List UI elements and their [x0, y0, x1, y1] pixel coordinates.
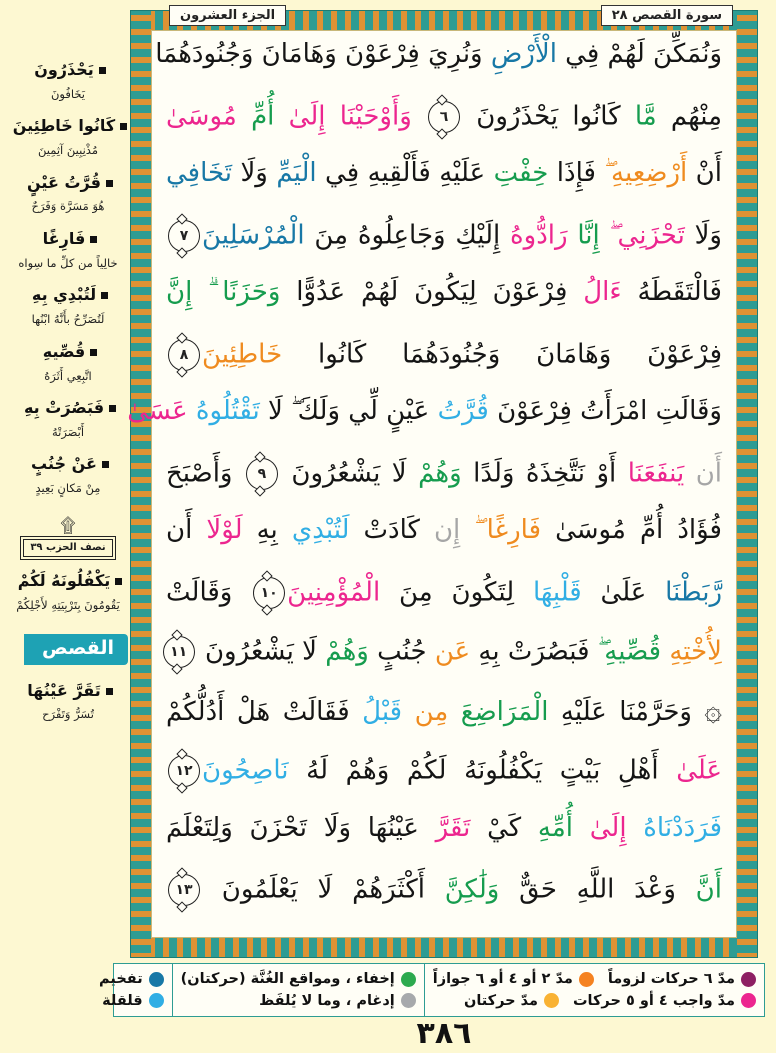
- quran-text-segment: وَلَا: [684, 220, 722, 250]
- frame-ornament-bottom: [131, 938, 757, 957]
- quran-text-segment: رَادُّوهُ: [510, 220, 578, 250]
- quran-text-segment: عَيْنٍ لِّي وَلَكَ ۖ لَا: [259, 396, 438, 426]
- glossary-word: فَبَصُرَتْ بِهِ: [8, 396, 128, 421]
- quran-text-segment: فَالْتَقَطَهُ: [621, 277, 722, 307]
- quran-text-segment: أَكْثَرَهُمْ لَا يَعْلَمُونَ: [202, 874, 445, 905]
- quran-text-segment: أَهْلِ بَيْتٍ يَكْفُلُونَهُ لَكُمْ وَهُمْ لَهُ: [288, 755, 677, 786]
- glossary-meaning: يَقُومُونَ بِتَرْبِيَتِهِ لأَجْلِكُمْ: [16, 598, 120, 613]
- quran-text-segment: وَنُرِيَ فِرْعَوْنَ وَهَامَانَ وَجُنُودَهُمَا: [155, 39, 491, 69]
- quran-line: [166, 812, 722, 872]
- quran-text-segment: عَن: [434, 636, 471, 667]
- legend-column: [91, 964, 172, 1016]
- quran-text-segment: أَن: [695, 458, 723, 488]
- quran-text-segment: وَقَالَتْ: [166, 577, 252, 607]
- quran-line: [166, 874, 722, 931]
- legend-column: [172, 964, 424, 1016]
- legend-item: [181, 971, 416, 987]
- quran-line: [166, 692, 722, 753]
- glossary-group-top: [8, 58, 128, 509]
- quran-text-segment: عَلَيْهِ فَأَلْقِيهِ فِي: [316, 158, 494, 188]
- quran-text-segment: عَلَىٰ: [676, 755, 722, 786]
- quran-text-segment: نَاصِحُونَ: [202, 755, 289, 786]
- quran-text-segment: الْمَرَاضِعَ: [460, 696, 549, 727]
- surah-cartouche: سورة القصص ٢٨: [601, 5, 733, 26]
- legend-color-dot-icon: [741, 993, 756, 1008]
- glossary-word: كَانُوا خَاطِئِينَ: [8, 114, 128, 139]
- quran-text-segment: أُمِّهِ: [537, 812, 590, 843]
- glossary-group-bottom: [8, 679, 128, 735]
- quran-line: [127, 396, 722, 455]
- glossary-meaning: يَخَافُونَ: [50, 86, 85, 101]
- quran-text-segment: تَخَافِي: [166, 158, 233, 188]
- legend-row: [433, 993, 756, 1009]
- quran-text-segment: لِتَكُونَ مِنَ: [380, 577, 533, 607]
- quran-text-segment: إِلَىٰ: [589, 812, 644, 843]
- quran-line: [166, 339, 722, 396]
- quran-line: [166, 458, 722, 515]
- quran-text-segment: لَا يَشْعُرُونَ: [196, 636, 326, 667]
- legend-color-dot-icon: [741, 972, 756, 987]
- quran-text-segment: خِفْتِ: [493, 158, 549, 188]
- legend-item: [573, 993, 756, 1009]
- quran-text-segment: الْمُؤْمِنِينَ: [287, 577, 381, 607]
- quran-text-segment: تَحْزَنِي ۖ: [609, 220, 685, 250]
- quran-text-segment: مُوسَىٰ: [166, 101, 252, 131]
- quran-text-segment: قُرَّتُ: [437, 396, 489, 426]
- ayah-number-medallion: ٧: [168, 220, 200, 252]
- ayah-number-medallion: ٦: [428, 101, 460, 133]
- quran-text-segment: وَنُمَكِّنَ لَهُمْ فِي: [556, 39, 722, 69]
- glossary-meaning: أَبْصَرَتْهُ: [51, 424, 85, 439]
- hizb-finial-icon: ۩: [60, 512, 76, 537]
- glossary-word: يَكْفُلُونَهُ لَكُمْ: [8, 569, 128, 594]
- legend-item: [259, 993, 416, 1009]
- note-bullet-icon: [101, 292, 108, 299]
- quran-text-segment: مَّا: [634, 101, 657, 131]
- glossary-meaning: هُوَ مَسَرَّة وَفَرَحٌ: [31, 199, 105, 214]
- glossary-word: قُصِّيهِ: [8, 340, 128, 365]
- note-bullet-icon: [109, 405, 116, 412]
- ayah-number-medallion: ١٣: [168, 874, 200, 906]
- quran-text-segment: وَهُمْ: [418, 458, 462, 488]
- legend-row: [99, 993, 164, 1009]
- glossary-meaning: اتَّبِعِي أَثَرَهُ: [44, 368, 92, 383]
- note-bullet-icon: [106, 688, 113, 695]
- quran-text-segment: وَعْدَ اللَّهِ حَقٌّ: [499, 874, 696, 905]
- quran-text-segment: وَأَصْبَحَ: [166, 458, 244, 488]
- glossary-note: [8, 58, 128, 104]
- glossary-word: قُرَّتُ عَيْنٍ: [8, 171, 128, 196]
- quran-text-segment: أُمِّ: [251, 101, 289, 131]
- legend-color-dot-icon: [401, 993, 416, 1008]
- legend-item: [102, 993, 164, 1009]
- quran-text-segment: عَيْنُهَا وَلَا تَحْزَنَ وَلِتَعْلَمَ: [166, 812, 436, 843]
- glossary-meaning: لَتُصَرِّحُ بأَنَّهُ ابْنُها: [31, 312, 105, 327]
- page-number: ٣٨٦: [416, 1016, 472, 1051]
- ayah-number-medallion: ١٢: [168, 755, 200, 787]
- note-bullet-icon: [90, 349, 97, 356]
- quran-text-segment: فِرْعَوْنَ لِيَكُونَ لَهُمْ عَدُوًّا: [280, 277, 584, 307]
- quran-text-segment: لَوْلَا: [206, 515, 243, 545]
- glossary-meaning: تُسَرُّ وَتَفْرَح: [42, 707, 94, 722]
- legend-label: إدغام ، وما لا يُلفَظ: [259, 992, 395, 1009]
- legend-label: إخفاء ، ومواقع الغُنَّة (حركتان): [180, 971, 395, 988]
- quran-text-segment: خَاطِئِينَ: [202, 339, 283, 369]
- legend-row: [181, 993, 416, 1009]
- glossary-meaning: خالِياً من كلِّ ما سِواه: [18, 255, 118, 270]
- glossary-note: [8, 396, 128, 442]
- legend-color-dot-icon: [544, 993, 559, 1008]
- legend-label: مدّ حركتان: [463, 992, 538, 1009]
- note-bullet-icon: [115, 578, 122, 585]
- quran-text-segment: كَادَتْ: [349, 515, 434, 545]
- quran-text-segment: أَرْضِعِيهِ ۖ: [604, 158, 688, 188]
- quran-text-segment: فِرْعَوْنَ وَهَامَانَ وَجُنُودَهُمَا كَانُوا: [282, 339, 722, 369]
- quran-text-segment: أَن: [166, 515, 207, 545]
- quran-text-segment: تَقْتُلُوهُ: [195, 396, 260, 426]
- quran-text-segment: لَا يَشْعُرُونَ: [279, 458, 419, 488]
- quran-text-segment: قَبْلُ: [362, 696, 415, 727]
- quran-line: [166, 220, 722, 277]
- quran-line: [166, 160, 722, 217]
- quran-text-segment: إِنَّا: [577, 220, 610, 250]
- quran-text-segment: قُصِّيهِ ۖ: [597, 636, 670, 667]
- quran-text-segment: مِنْهُم: [656, 101, 722, 131]
- quran-text-area: [127, 30, 737, 938]
- glossary-meaning: مِنْ مَكانٍ بَعِيدٍ: [35, 481, 101, 496]
- quran-text-segment: بِهِ: [242, 515, 292, 545]
- glossary-note: [8, 114, 128, 160]
- glossary-note: [8, 340, 128, 386]
- quran-text-segment: فَقَالَتْ هَلْ أَدُلُّكُمْ: [166, 696, 363, 727]
- quran-text-segment: الْمُرْسَلِينَ: [202, 220, 305, 250]
- quran-line: [166, 101, 722, 158]
- frame-ornament-left: [131, 11, 151, 957]
- quran-text-segment: الْأَرْضِ: [490, 39, 557, 69]
- glossary-meaning: مُذْنِبِينَ آثِمِينَ: [37, 143, 98, 158]
- note-bullet-icon: [90, 236, 97, 243]
- ayah-number-medallion: ١٠: [253, 577, 285, 609]
- frame-ornament-right: [737, 11, 757, 957]
- quran-line: [166, 636, 722, 693]
- quran-text-segment: وَلَا: [232, 158, 277, 188]
- note-bullet-icon: [99, 67, 106, 74]
- quran-text-segment: فَإِذَا: [548, 158, 605, 188]
- quran-text-segment: إِنَّ: [166, 277, 209, 307]
- legend-row: [99, 971, 164, 987]
- quran-text-segment: عَسَىٰ: [127, 396, 196, 426]
- note-bullet-icon: [102, 461, 109, 468]
- quran-line: [166, 755, 722, 812]
- legend-item: [433, 971, 594, 987]
- legend-color-dot-icon: [579, 972, 594, 987]
- half-hizb-marker: [8, 512, 128, 558]
- quran-frame: [127, 8, 758, 958]
- quran-text-segment: وَأَوْحَيْنَا: [339, 101, 427, 131]
- surah-name-badge: القصص: [24, 634, 128, 665]
- quran-text-segment: أَوْ نَتَّخِذَهُ وَلَدًا: [461, 458, 628, 488]
- quran-text-segment: يَنفَعَنَا: [627, 458, 696, 488]
- quran-text-segment: إِلَيْكِ وَجَاعِلُوهُ مِنَ: [304, 220, 511, 250]
- quran-text-segment: كَانُوا يَحْذَرُونَ: [462, 101, 635, 131]
- glossary-note: [8, 569, 128, 615]
- quran-text-segment: فُؤَادُ أُمِّ مُوسَىٰ: [541, 515, 722, 545]
- quran-line: [155, 39, 722, 98]
- legend-label: تفخيم: [99, 971, 143, 988]
- quran-text-segment: قَلْبِهَا: [532, 577, 582, 607]
- quran-text-segment: وَقَالَتِ امْرَأَتُ فِرْعَوْنَ: [488, 396, 722, 426]
- legend-color-dot-icon: [149, 993, 164, 1008]
- legend-row: [181, 971, 416, 987]
- glossary-note: [8, 452, 128, 498]
- ayah-number-medallion: ٨: [168, 339, 200, 371]
- glossary-word: لَتُبْدِي بِهِ: [8, 283, 128, 308]
- glossary-note: [8, 227, 128, 273]
- note-bullet-icon: [106, 180, 113, 187]
- quran-text-segment: تَقَرَّ: [435, 812, 471, 843]
- ayah-number-medallion: ٩: [246, 458, 278, 490]
- quran-text-segment: إِن: [433, 515, 475, 545]
- legend-label: مدّ واجب ٤ أو ٥ حركات: [572, 992, 735, 1009]
- juz-cartouche: الجزء العشرون: [169, 5, 286, 26]
- glossary-note: [8, 679, 128, 725]
- quran-text-segment: إِلَىٰ: [288, 101, 340, 131]
- legend-label: مدّ ٦ حركات لزوماً: [607, 971, 735, 988]
- quran-text-segment: ۞: [704, 692, 722, 728]
- glossary-word: عَنْ جُنُبٍ: [8, 452, 128, 477]
- hizb-label: نصف الحزب ٣٩: [23, 539, 112, 558]
- glossary-word: يَحْذَرُونَ: [8, 58, 128, 83]
- quran-text-segment: الْيَمِّ: [276, 158, 317, 188]
- glossary-word: فَارِغًا: [8, 227, 128, 252]
- quran-text-segment: وَحَزَنًا ۗ: [208, 277, 281, 307]
- legend-label: قلقلة: [102, 992, 143, 1009]
- quran-text-segment: وَلَٰكِنَّ: [444, 874, 500, 905]
- quran-text-segment: وَحَرَّمْنَا عَلَيْهِ: [548, 696, 705, 727]
- quran-text-segment: فَرَدَدْنَاهُ: [643, 812, 722, 843]
- ayah-number-medallion: ١١: [163, 636, 195, 668]
- glossary-note: [8, 283, 128, 329]
- quran-text-segment: جُنُبٍ: [368, 636, 435, 667]
- legend-label: مدّ ٢ أو ٤ أو ٦ جوازاً: [432, 971, 573, 988]
- quran-line: [166, 279, 722, 336]
- quran-text-segment: لَتُبْدِي: [291, 515, 350, 545]
- quran-text-segment: ءَالُ: [583, 277, 622, 307]
- legend-row: [433, 971, 756, 987]
- quran-text-segment: رَّبَطْنَا: [665, 577, 722, 607]
- glossary-group-middle: [8, 569, 128, 625]
- note-bullet-icon: [120, 123, 127, 130]
- quran-text-segment: فَارِغًا ۖ: [474, 515, 542, 545]
- quran-text-segment: كَيْ: [470, 812, 538, 843]
- quran-text-segment: لِأُخْتِهِ: [669, 636, 722, 667]
- legend-column: [424, 964, 764, 1016]
- legend-color-dot-icon: [149, 972, 164, 987]
- quran-text-segment: أَنَّ: [695, 874, 722, 905]
- legend-item: [608, 971, 756, 987]
- legend-item: [464, 993, 559, 1009]
- quran-line: [166, 517, 722, 574]
- quran-line: [166, 577, 722, 634]
- glossary-word: تَقَرَّ عَيْنُهَا: [8, 679, 128, 704]
- tajweed-legend: [99, 963, 765, 1017]
- glossary-note: [8, 171, 128, 217]
- quran-text-segment: أَنْ: [687, 158, 722, 188]
- legend-item: [99, 971, 164, 987]
- quran-text-segment: وَهُمْ: [325, 636, 369, 667]
- quran-text-segment: فَبَصُرَتْ بِهِ: [470, 636, 598, 667]
- quran-text-segment: مِن: [414, 696, 461, 727]
- margin-glossary: [0, 0, 128, 1053]
- quran-text-segment: عَلَىٰ: [581, 577, 666, 607]
- legend-color-dot-icon: [401, 972, 416, 987]
